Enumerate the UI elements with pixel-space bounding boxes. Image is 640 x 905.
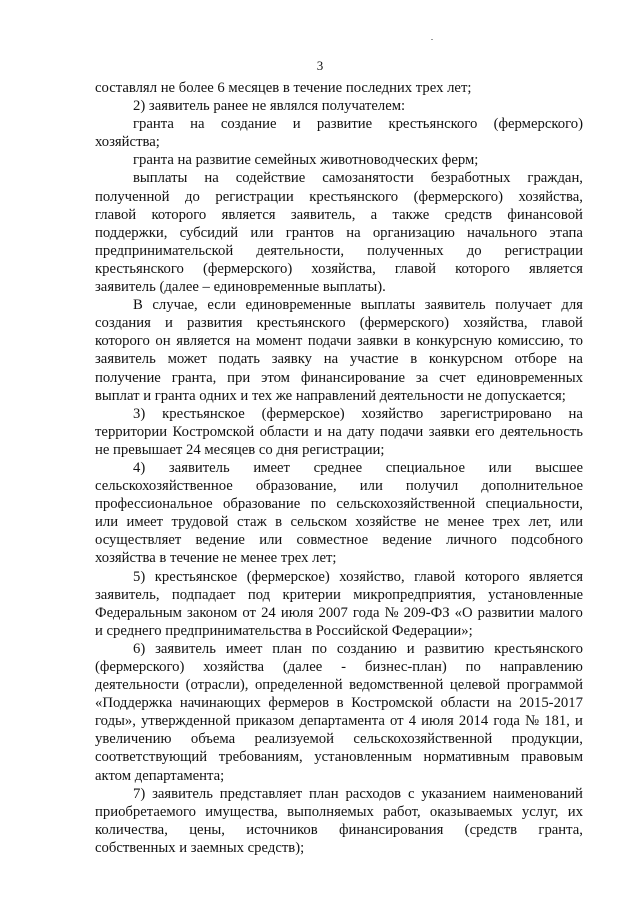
word: заявитель <box>152 785 213 802</box>
word: в <box>410 351 418 368</box>
word: области <box>440 695 490 712</box>
word: июля <box>280 604 314 621</box>
word: то <box>569 333 583 350</box>
word: этом <box>261 369 290 386</box>
word: специальности, <box>485 496 583 513</box>
word: грантов <box>285 224 334 241</box>
word: и <box>406 640 415 657</box>
word: года <box>352 604 380 621</box>
word: крестьянского <box>388 116 478 133</box>
text-line <box>95 115 583 133</box>
text-line <box>95 730 583 748</box>
word: главой <box>95 206 137 223</box>
text-line <box>95 640 583 658</box>
word: граждан, <box>527 170 583 187</box>
word: соответствующий <box>95 749 208 766</box>
word: крестьянское <box>154 568 238 585</box>
word: заявки <box>428 423 470 440</box>
word: 4 <box>408 713 417 730</box>
word: финансирование <box>300 369 406 386</box>
word: субсидий <box>179 224 239 241</box>
word: заявитель <box>424 297 486 314</box>
word: участие <box>349 351 399 368</box>
document-body <box>95 79 583 857</box>
word: финансирования <box>338 821 444 838</box>
word: трудовой <box>171 514 229 531</box>
text-line: собственных и заемных средств); <box>95 839 305 856</box>
word: профессиональное <box>95 496 213 513</box>
word: специальное <box>385 459 465 476</box>
word: 2007 <box>318 604 348 621</box>
word: зарегистрировано <box>440 405 552 422</box>
word: содействие <box>235 170 306 187</box>
text-line <box>95 296 583 314</box>
word: конкурсном <box>428 351 503 368</box>
word: развитие <box>316 116 373 133</box>
word: Федеральным <box>95 604 182 621</box>
text-line <box>95 513 583 531</box>
word: самозанятости <box>322 170 414 187</box>
word: при <box>227 369 251 386</box>
text-line <box>95 169 583 187</box>
word: оказываемых <box>429 803 513 820</box>
word: программой <box>506 677 583 694</box>
word: (фермерского) <box>413 188 504 205</box>
word: имущества, <box>205 803 278 820</box>
word: на <box>323 351 339 368</box>
word: (фермерское) <box>246 568 330 585</box>
word: под <box>247 586 271 603</box>
word: - <box>341 659 347 675</box>
word: созданию <box>336 640 397 657</box>
word: является <box>221 206 276 223</box>
word: сельскохозяйственной <box>336 496 476 513</box>
text-line: 2) заявитель ранее не являлся получателем: <box>133 98 406 115</box>
text-line: хозяйства в течение не менее трех лет; <box>95 550 337 567</box>
word: представляет <box>219 785 303 802</box>
text-line <box>95 676 583 694</box>
word: образование <box>223 496 301 513</box>
word: развитию <box>424 640 485 657</box>
word: хозяйство, <box>339 568 405 585</box>
word: конкурсную <box>416 333 493 350</box>
word: средств <box>444 206 493 223</box>
word: выплаты <box>360 297 416 314</box>
text-line: хозяйства; <box>95 134 160 151</box>
word: 24 <box>261 604 276 621</box>
text-line <box>95 224 583 242</box>
word: план <box>272 640 302 657</box>
word: года <box>493 713 520 730</box>
word: «О <box>454 604 473 621</box>
word: дополнительное <box>481 478 583 495</box>
text-line <box>95 495 583 513</box>
word: на <box>346 224 361 241</box>
word: критерии <box>282 586 341 603</box>
word: до <box>466 242 482 259</box>
word: наименований <box>492 785 583 802</box>
word: или <box>259 532 283 549</box>
word: высшее <box>535 459 583 476</box>
word: которого <box>151 206 207 223</box>
word: подачи <box>379 423 424 440</box>
word: подсобного <box>511 532 583 549</box>
text-line <box>95 477 583 495</box>
word: хозяйства, <box>463 315 528 332</box>
word: выполняемых <box>287 803 374 820</box>
word: для <box>561 297 583 314</box>
text-line <box>95 459 583 477</box>
word: комиссию, <box>497 333 564 350</box>
text-line: и среднего предпринимательства в Российской Федерации»; <box>95 622 473 639</box>
word: регистрации <box>504 242 583 259</box>
word: подать <box>218 351 260 368</box>
word: продукции, <box>511 731 583 748</box>
word: деятельности <box>95 677 180 694</box>
word: 5) <box>133 568 146 585</box>
word: или <box>559 514 583 531</box>
word: имеет <box>225 640 263 657</box>
word: также <box>392 206 430 223</box>
word: имеет <box>126 514 164 531</box>
word: департамента <box>299 713 385 730</box>
word: увеличению <box>95 731 172 748</box>
word: хозяйства <box>203 659 264 675</box>
word: определенной <box>254 677 343 694</box>
word: получает <box>495 297 552 314</box>
text-line: не превышает 24 месяцев со дня регистрации; <box>95 441 385 458</box>
word: организацию <box>372 224 455 241</box>
word: на <box>235 333 251 350</box>
word: на <box>568 351 583 368</box>
word: направлению <box>499 659 583 675</box>
word: от <box>390 713 404 730</box>
word: заявитель <box>95 351 156 368</box>
word: среднее <box>313 459 363 476</box>
text-line <box>95 712 583 730</box>
word: заявитель <box>155 640 216 657</box>
word: личного <box>446 532 497 549</box>
text-line <box>95 586 583 604</box>
page-number: 3 <box>316 58 324 73</box>
word: и <box>314 423 323 440</box>
text-line <box>95 423 583 441</box>
word: финансовой <box>507 206 583 223</box>
word: 3) <box>133 405 146 422</box>
word: получение <box>95 369 161 386</box>
word: целевой <box>449 677 501 694</box>
word: на <box>497 695 512 712</box>
text-line <box>95 405 583 423</box>
text-line <box>95 568 583 586</box>
word: создания <box>95 315 151 332</box>
text-line: составлял не более 6 месяцев в течение последних трех лет; <box>95 80 472 96</box>
text-line <box>95 531 583 549</box>
text-line: актом департамента; <box>95 767 225 784</box>
text-line <box>95 369 583 387</box>
word: (средств <box>464 821 518 838</box>
word: их <box>567 803 583 820</box>
word: № <box>384 604 399 621</box>
word: безработных <box>430 170 511 187</box>
text-line <box>95 694 583 712</box>
word: предпринимательской <box>95 242 234 259</box>
word: начального <box>467 224 538 241</box>
word: заявитель, <box>95 586 160 603</box>
word: он <box>155 333 171 350</box>
word: 4) <box>133 459 146 476</box>
word: образование, <box>255 478 337 495</box>
word: работ, <box>383 803 421 820</box>
word: крестьянского <box>309 188 399 205</box>
word: главой <box>394 260 437 277</box>
word: № <box>525 713 540 730</box>
word: если <box>207 297 236 314</box>
word: полученной <box>95 188 170 205</box>
word: его <box>475 423 495 440</box>
word: главой <box>414 568 456 585</box>
word: ведомственной <box>349 677 444 694</box>
word: начинающих <box>179 695 261 712</box>
word: случае, <box>152 297 198 314</box>
text-line <box>95 658 583 676</box>
word: Костромской <box>172 423 255 440</box>
word: хозяйстве <box>355 514 417 531</box>
word: выплаты <box>133 170 188 187</box>
word: (фермерского) <box>202 260 293 277</box>
word: является <box>176 333 231 350</box>
text-line <box>95 350 583 368</box>
word: деятельности, <box>256 242 345 259</box>
text-line: выплат и гранта одних и тех же направлений деятельности не допускается; <box>95 387 566 404</box>
word: дату <box>347 423 375 440</box>
word: законом <box>187 604 238 621</box>
word: на <box>327 423 342 440</box>
word: бизнес-план) <box>364 659 447 675</box>
word: единовременные <box>245 297 352 314</box>
text-line <box>95 188 583 206</box>
word: на <box>568 405 583 422</box>
word: лет, <box>528 514 552 531</box>
word: В <box>133 297 143 314</box>
word: или <box>95 514 119 531</box>
word: крестьянского <box>494 640 583 657</box>
word: которого <box>95 333 150 350</box>
text-line <box>95 242 583 260</box>
word: менее <box>447 514 485 531</box>
text-line <box>95 785 583 803</box>
word: гранта <box>133 116 174 133</box>
word: 181, <box>544 713 570 730</box>
word: крестьянского <box>95 260 184 277</box>
word: план <box>309 785 339 802</box>
word: Костромской <box>351 695 433 712</box>
word: территории <box>95 423 168 440</box>
word: установленные <box>488 586 583 603</box>
word: развитии <box>477 604 535 621</box>
word: заявитель <box>168 459 230 476</box>
text-line: гранта на развитие семейных животноводческих ферм; <box>133 152 479 169</box>
word: годы», <box>95 713 136 730</box>
word: гранта, <box>171 369 217 386</box>
word: не <box>424 514 440 531</box>
word: (далее <box>282 659 323 675</box>
text-line <box>95 206 583 224</box>
word: поддержки, <box>95 224 168 241</box>
word: хозяйства, <box>311 260 376 277</box>
word: микропредприятия, <box>353 586 476 603</box>
word: является <box>528 260 583 277</box>
word: утвержденной <box>141 713 231 730</box>
word: трех <box>492 514 521 531</box>
word: совместное <box>296 532 369 549</box>
word: хозяйства, <box>518 188 583 205</box>
word: 2015-2017 <box>519 695 583 712</box>
text-line <box>95 314 583 332</box>
word: ведение <box>195 532 245 549</box>
word: области <box>259 423 309 440</box>
word: единовременных <box>476 369 583 386</box>
word: на <box>190 116 205 133</box>
word: (фермерского) <box>95 659 185 675</box>
word: главой <box>541 315 583 332</box>
word: отборе <box>514 351 557 368</box>
word: указанием <box>421 785 486 802</box>
word: счет <box>439 369 466 386</box>
word: реализуемой <box>254 731 335 748</box>
word: сельскохозяйственное <box>95 478 233 495</box>
word: хозяйство <box>361 405 424 422</box>
word: количества, <box>95 821 168 838</box>
word: (фермерское) <box>261 405 345 422</box>
word: 7) <box>133 785 146 802</box>
word: 209-ФЗ <box>403 604 450 621</box>
word: и <box>292 116 301 133</box>
word: а <box>370 206 378 223</box>
word: которого <box>464 568 520 585</box>
word: требованиям, <box>218 749 303 766</box>
word: от <box>242 604 256 621</box>
word: 6) <box>133 640 146 657</box>
text-line <box>95 604 583 622</box>
word: полученных <box>367 242 444 259</box>
word: может <box>167 351 207 368</box>
word: или <box>488 459 512 476</box>
word: сельском <box>290 514 347 531</box>
word: стаж <box>236 514 267 531</box>
word: правовым <box>520 749 583 766</box>
word: получил <box>405 478 459 495</box>
word: заявитель, <box>290 206 356 223</box>
text-line <box>95 803 583 821</box>
word: малого <box>539 604 583 621</box>
word: нормативным <box>423 749 510 766</box>
word: заявки <box>356 333 398 350</box>
text-line <box>95 260 583 278</box>
word: на <box>204 170 219 187</box>
word: этапа <box>549 224 583 241</box>
text-line <box>95 748 583 766</box>
word: сельскохозяйственной <box>353 731 493 748</box>
text-line <box>95 332 583 350</box>
word: установленным <box>314 749 412 766</box>
word: приобретаемого <box>95 803 197 820</box>
word: в <box>403 333 411 350</box>
scan-speck <box>431 39 433 40</box>
word: 2014 <box>458 713 489 730</box>
word: гранта, <box>538 821 583 838</box>
word: за <box>415 369 429 386</box>
word: деятельность <box>500 423 583 440</box>
word: или <box>250 224 274 241</box>
word: по <box>465 659 481 675</box>
word: в <box>336 695 344 712</box>
word: «Поддержка <box>95 695 173 712</box>
word: приказом <box>235 713 295 730</box>
word: расходов <box>345 785 402 802</box>
word: которого <box>455 260 510 277</box>
word: осуществляет <box>95 532 182 549</box>
word: и <box>575 713 583 730</box>
word: создание <box>220 116 277 133</box>
word: подачи <box>307 333 352 350</box>
word: цены, <box>189 821 225 838</box>
word: (фермерского) <box>493 116 583 133</box>
word: до <box>185 188 200 205</box>
word: или <box>359 478 383 495</box>
word: и <box>165 315 173 332</box>
word: развития <box>187 315 243 332</box>
word: подпадает <box>171 586 236 603</box>
word: момент <box>255 333 303 350</box>
word: по <box>310 496 326 513</box>
word: в <box>275 514 283 531</box>
word: июля <box>421 713 454 730</box>
text-line <box>95 821 583 839</box>
word: является <box>529 568 583 585</box>
word: крестьянского <box>256 315 346 332</box>
word: фермеров <box>268 695 330 712</box>
word: с <box>407 785 415 802</box>
word: по <box>311 640 327 657</box>
word: регистрации <box>215 188 294 205</box>
word: крестьянское <box>162 405 245 422</box>
word: объема <box>190 731 236 748</box>
word: заявку <box>271 351 313 368</box>
word: услуг, <box>521 803 559 820</box>
word: имеет <box>253 459 290 476</box>
word: ведение <box>382 532 432 549</box>
word: (отрасли), <box>185 677 249 694</box>
word: источников <box>246 821 318 838</box>
text-line: заявитель (далее – единовременные выплаты). <box>95 279 386 296</box>
word: (фермерского) <box>359 315 450 332</box>
